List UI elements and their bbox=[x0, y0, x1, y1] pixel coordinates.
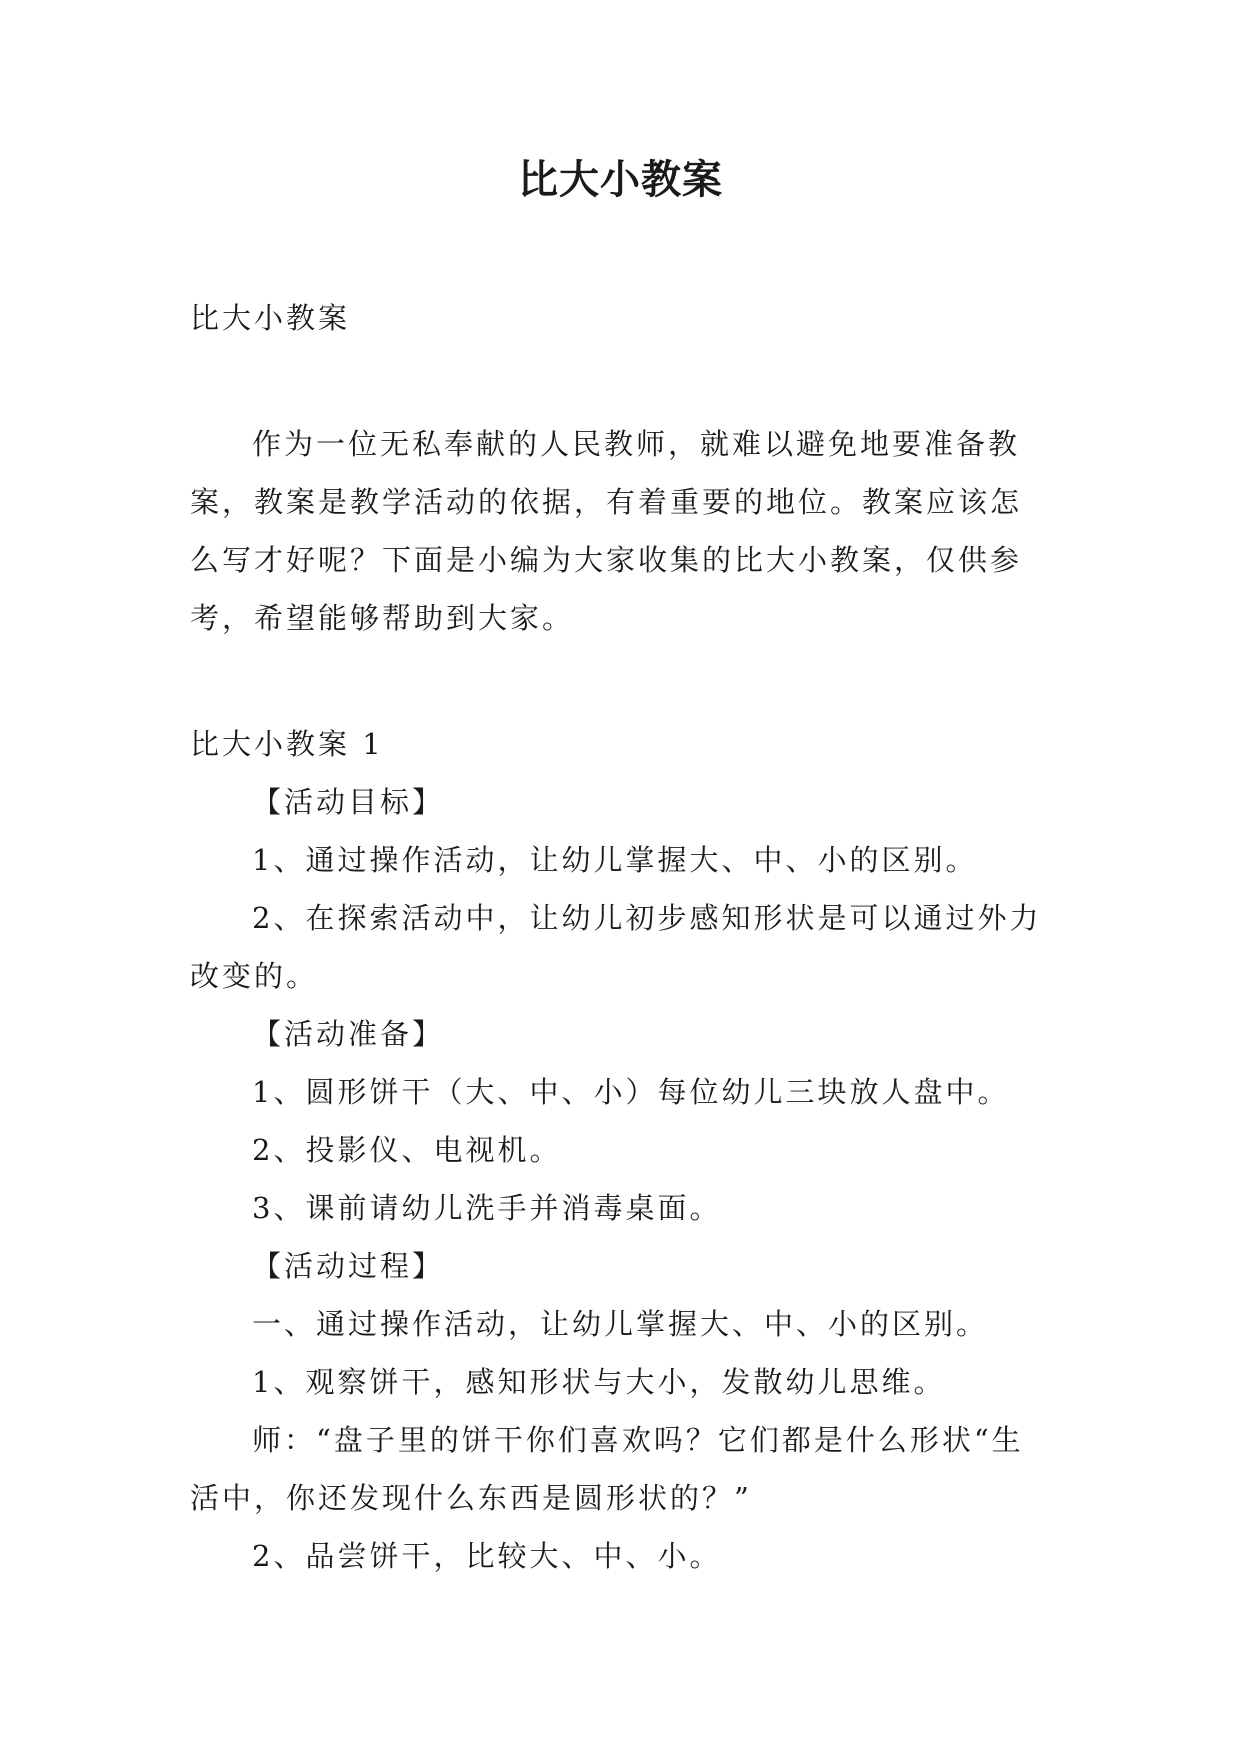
process-step-1: 1、观察饼干，感知形状与大小，发散幼儿思维。 bbox=[252, 1365, 946, 1399]
prep-heading: 【活动准备】 bbox=[252, 1017, 445, 1051]
process-part-1: 一、通过操作活动，让幼儿掌握大、中、小的区别。 bbox=[252, 1307, 989, 1341]
document-body bbox=[190, 289, 1050, 1585]
document-subtitle: 比大小教案 bbox=[190, 301, 351, 335]
prep-item-2: 2、投影仪、电视机。 bbox=[252, 1133, 562, 1167]
section-title: 比大小教案 1 bbox=[190, 727, 384, 761]
process-step-2: 2、品尝饼干，比较大、中、小。 bbox=[252, 1539, 722, 1573]
teacher-quote: 师：“盘子里的饼干你们喜欢吗？它们都是什么形状“生活中，你还发现什么东西是圆形状的？” bbox=[190, 1423, 1024, 1515]
prep-item-1: 1、圆形饼干（大、中、小）每位幼儿三块放人盘中。 bbox=[252, 1075, 1010, 1109]
goal-item-1: 1、通过操作活动，让幼儿掌握大、中、小的区别。 bbox=[252, 843, 978, 877]
goal-item-2: 2、在探索活动中，让幼儿初步感知形状是可以通过外力改变的。 bbox=[190, 901, 1042, 993]
goal-heading: 【活动目标】 bbox=[252, 785, 445, 819]
page-title: 比大小教案 bbox=[518, 157, 723, 203]
prep-item-3: 3、课前请幼儿洗手并消毒桌面。 bbox=[252, 1191, 722, 1225]
intro-paragraph: 作为一位无私奉献的人民教师，就难以避免地要准备教案，教案是教学活动的依据，有着重要的地位。教案应该怎么写才好呢？下面是小编为大家收集的比大小教案，仅供参考，希望能够帮助到大家。 bbox=[190, 427, 1023, 635]
process-heading: 【活动过程】 bbox=[252, 1249, 445, 1283]
